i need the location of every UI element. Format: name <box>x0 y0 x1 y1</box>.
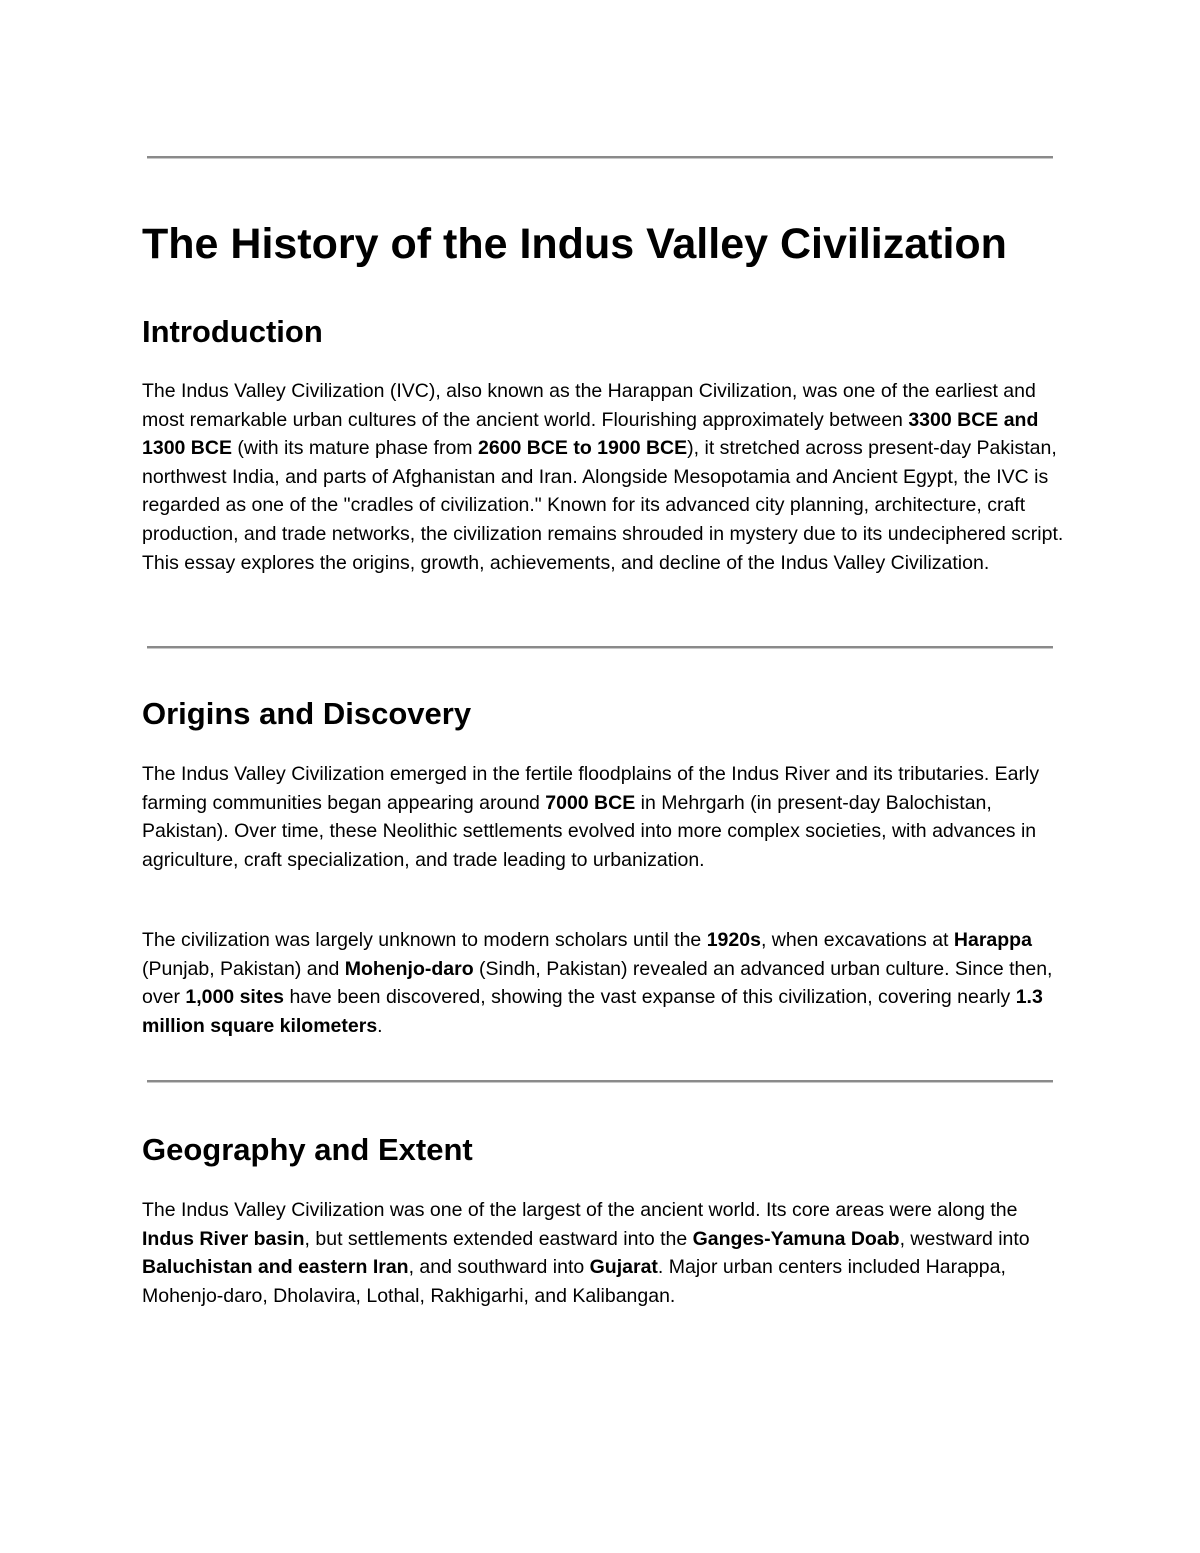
bold-text-run: Baluchistan and eastern Iran <box>142 1256 409 1279</box>
origins-paragraph-2 <box>142 926 1072 1040</box>
section-heading-origins: Origins and Discovery <box>142 696 472 731</box>
text-run: The Indus Valley Civilization was one of the largest of the ancient world. Its core areas were along the <box>142 1199 1018 1221</box>
text-run: (with its mature phase from <box>231 437 478 460</box>
bold-text-run: Mohenjo-daro <box>344 957 474 980</box>
bold-text-run: Ganges-Yamuna Doab <box>692 1227 900 1250</box>
text-run: , and southward into <box>408 1256 590 1279</box>
text-run: . <box>377 1014 383 1037</box>
text-run: . Major urban centers included Harappa, Mohenjo-daro, Dholavira, Lothal, Rakhigarhi, and Kalibangan. <box>142 1256 1006 1307</box>
bold-text-run: Harappa <box>953 929 1032 951</box>
text-run: , but settlements extended eastward into the <box>304 1227 693 1250</box>
text-run: , when excavations at <box>760 929 954 951</box>
bold-text-run: 1920s <box>706 929 761 951</box>
text-run: ), it stretched across present-day Pakistan, northwest India, and parts of Afghanistan and Iran. Alongside Mesopotamia and Ancient Egypt, the IVC is regarded as one of the "cradles of civilization." Known for its advanced city planning, architecture, craft production, and trade networks, the civilization remains shrouded in mystery due to its undeciphered script. This essay explores the origins, growth, achievements, and decline of the Indus Valley Civilization. <box>142 437 1064 574</box>
bold-text-run: 1.3 million square kilometers <box>142 986 1043 1037</box>
bold-text-run: 7000 BCE <box>545 791 636 814</box>
text-run: (Sindh, Pakistan) revealed an advanced urban culture. Since then, over <box>142 957 1053 1009</box>
document-title: The History of the Indus Valley Civilization <box>142 220 1007 268</box>
origins-paragraph-1 <box>142 760 1072 874</box>
text-run: , westward into <box>899 1227 1030 1250</box>
text-run: (Punjab, Pakistan) and <box>142 957 345 980</box>
section-heading-introduction: Introduction <box>142 314 323 349</box>
bold-text-run: 2600 BCE to 1900 BCE <box>477 437 688 460</box>
bold-text-run: Gujarat <box>589 1256 658 1279</box>
geography-paragraph <box>142 1196 1072 1310</box>
text-run: have been discovered, showing the vast expanse of this civilization, covering nearly <box>284 986 1016 1009</box>
text-run: The civilization was largely unknown to modern scholars until the <box>142 929 707 951</box>
introduction-paragraph <box>142 377 1072 577</box>
text-run: The Indus Valley Civilization (IVC), also known as the Harappan Civilization, was one of the earliest and most remarkable urban cultures of the ancient world. Flourishing approximately between <box>142 380 1036 431</box>
horizontal-rule <box>147 156 1053 159</box>
bold-text-run: 1,000 sites <box>185 986 285 1009</box>
bold-text-run: 3300 BCE and 1300 BCE <box>142 408 1039 460</box>
section-heading-geography: Geography and Extent <box>142 1132 473 1167</box>
horizontal-rule <box>147 646 1053 649</box>
bold-text-run: Indus River basin <box>142 1227 305 1250</box>
text-run: The Indus Valley Civilization emerged in the fertile floodplains of the Indus River and its tributaries. Early farming communities began appearing around <box>142 763 1040 814</box>
horizontal-rule <box>147 1080 1053 1083</box>
text-run: in Mehrgarh (in present-day Balochistan, Pakistan). Over time, these Neolithic settlements evolved into more complex societies, with advances in agriculture, craft specialization, and trade leading to urbanization. <box>142 791 1037 871</box>
